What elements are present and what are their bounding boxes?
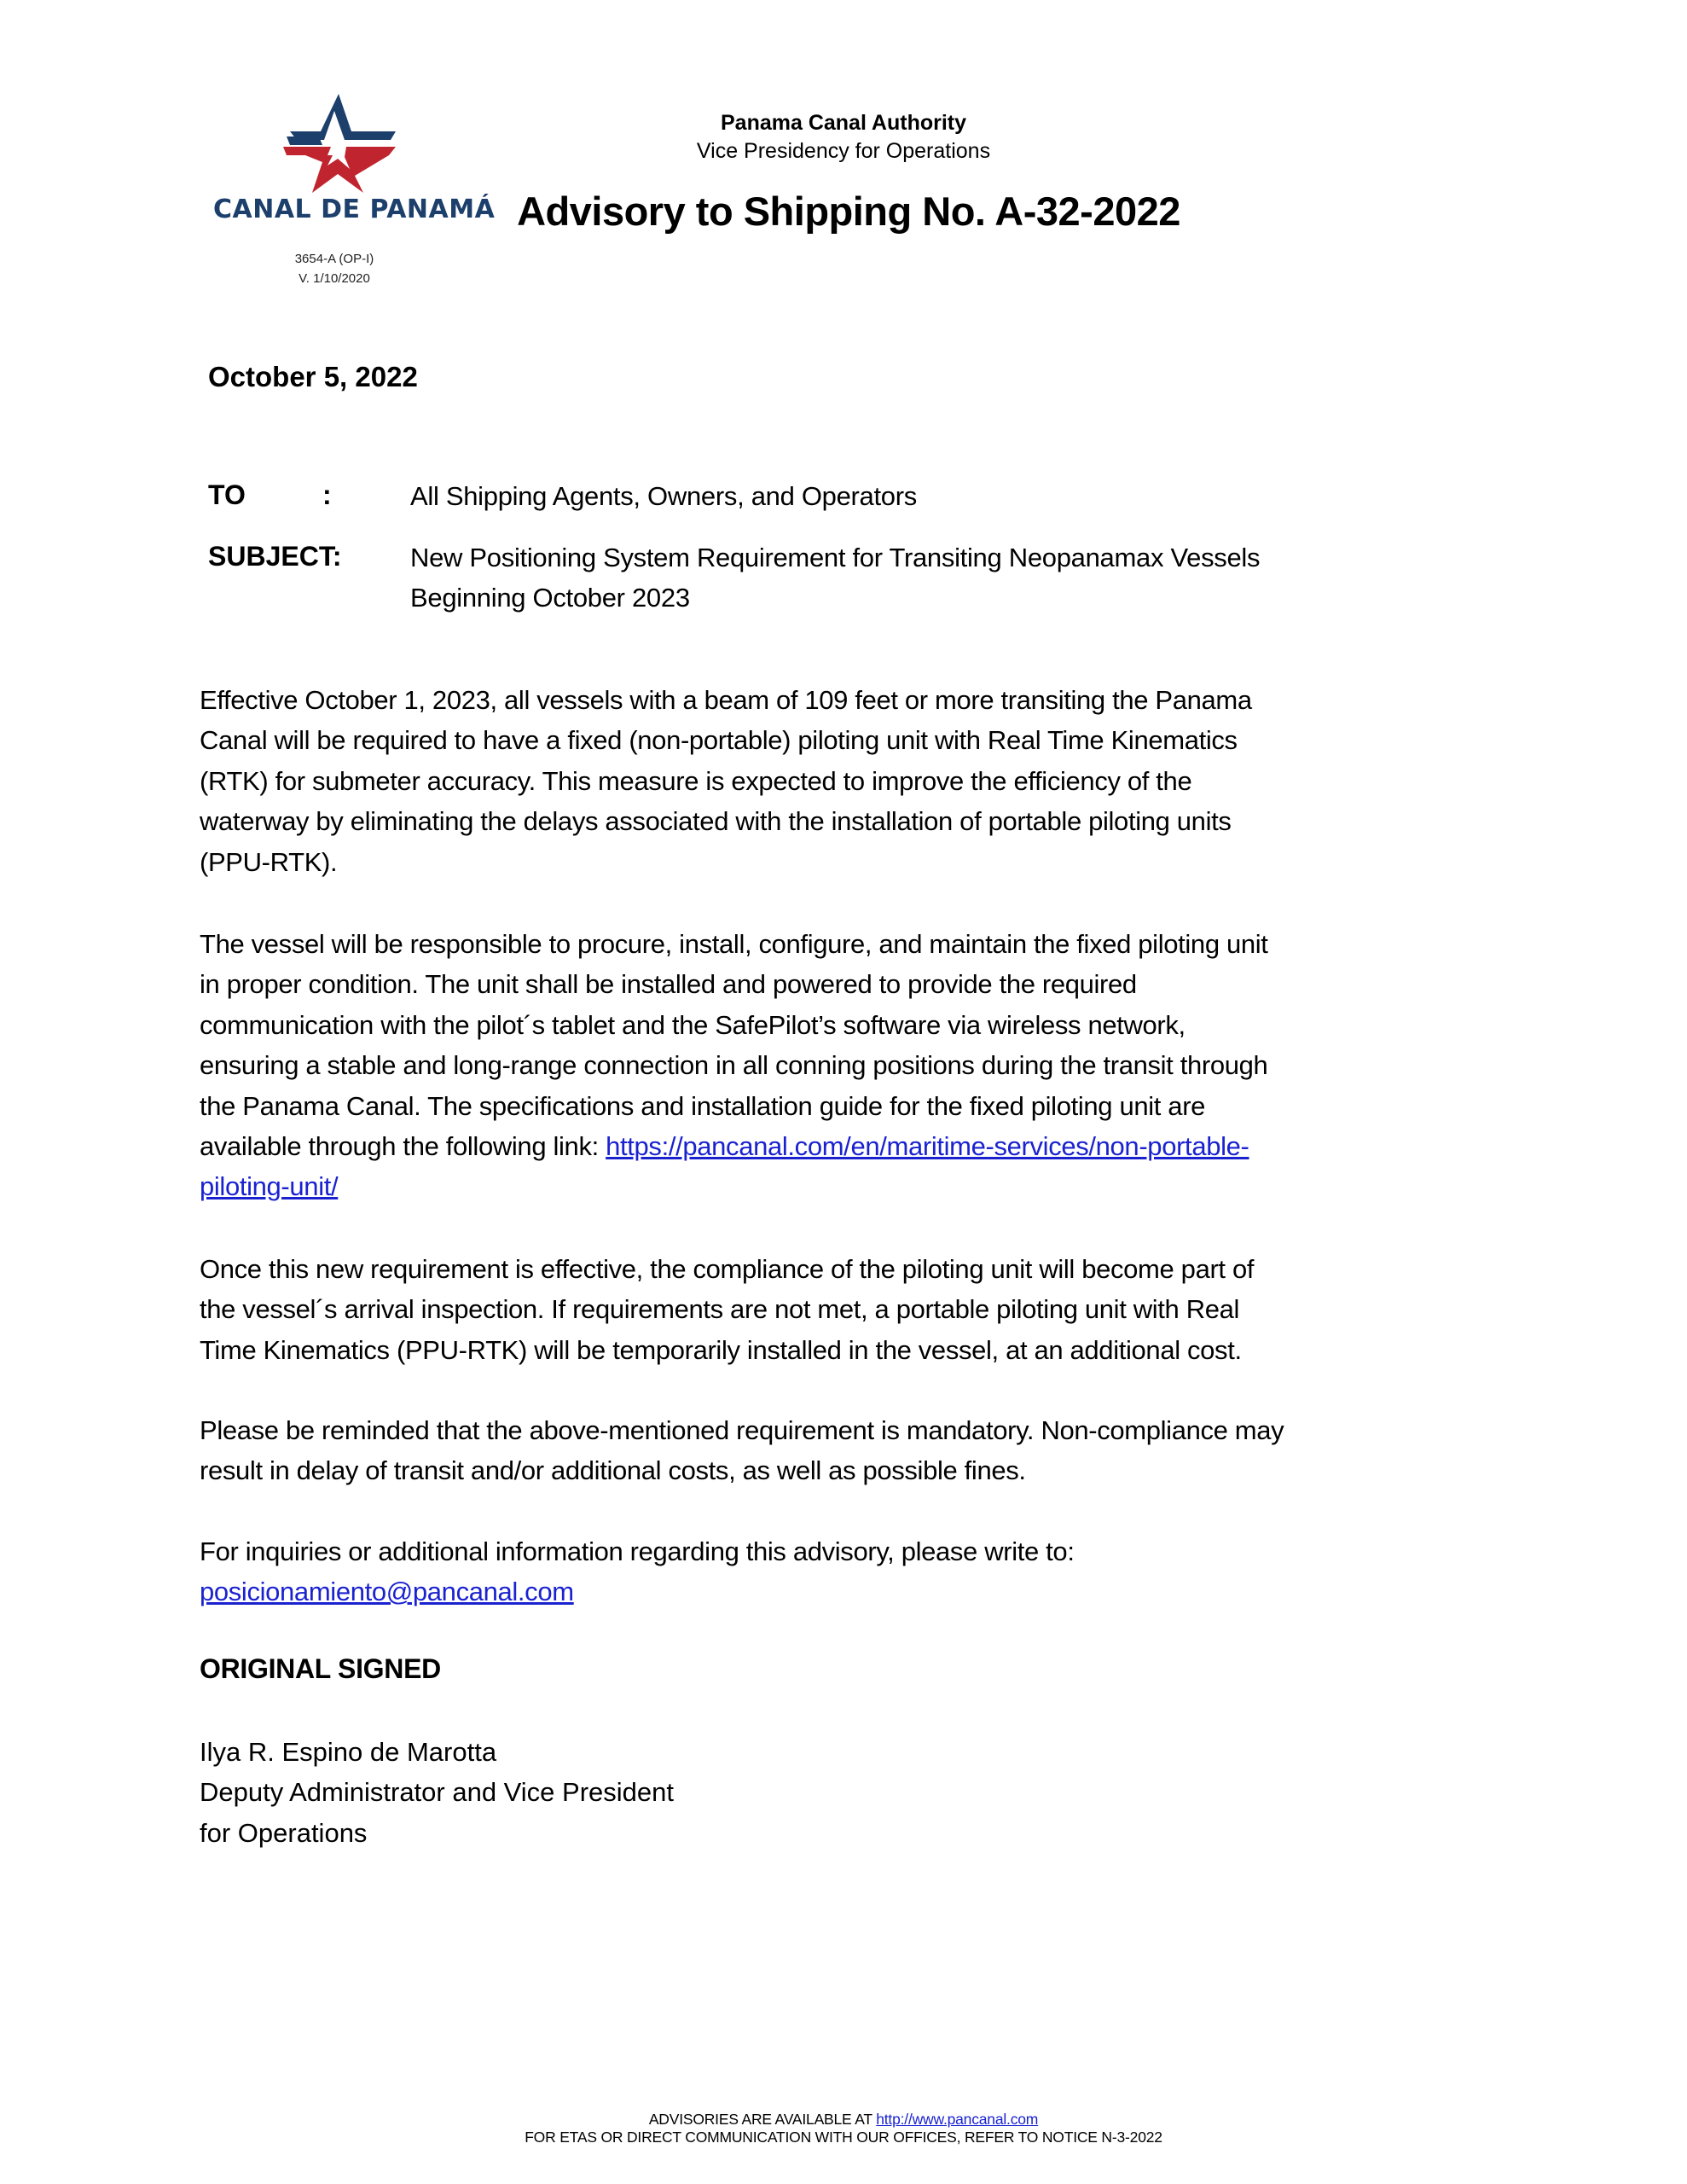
subject-label: SUBJECT:	[208, 541, 342, 572]
contact-email-link[interactable]: posicionamiento@pancanal.com	[200, 1577, 574, 1607]
paragraph-mandatory-reminder	[200, 1410, 1530, 1491]
signatory-title: Deputy Administrator and Vice President	[200, 1777, 675, 1808]
text-line	[200, 1571, 1530, 1612]
text-line: Once this new requirement is effective, the compliance of the piloting unit will become part of	[200, 1254, 1255, 1284]
text-line: Canal will be required to have a fixed (non-portable) piloting unit with Real Time Kinematics	[200, 725, 1238, 756]
paragraph-inquiries	[200, 1531, 1530, 1612]
paragraph-effective-date	[200, 680, 1530, 882]
text-line: in proper condition. The unit shall be installed and powered to provide the required	[200, 969, 1137, 1000]
subject-line: New Positioning System Requirement for Transiting Neopanamax Vessels	[410, 543, 1261, 572]
organization-header	[588, 109, 1099, 166]
text-line: the Panama Canal. The specifications and installation guide for the fixed piloting unit are	[200, 1090, 1206, 1121]
text-line: (PPU-RTK).	[200, 846, 338, 877]
footer-line-advisories	[417, 2111, 1270, 2129]
text-line: communication with the pilot´s tablet and the SafePilot’s software via wireless network,	[200, 1009, 1186, 1040]
pancanal-website-link[interactable]: http://www.pancanal.com	[876, 2111, 1039, 2128]
signatory-title-continued: for Operations	[200, 1817, 368, 1848]
specifications-link[interactable]: https://pancanal.com/en/maritime-services/non-portable-	[606, 1131, 1249, 1162]
text-line: (RTK) for submeter accuracy. This measure is expected to improve the efficiency of the	[200, 765, 1192, 796]
text-line: ensuring a stable and long-range connection in all conning positions during the transit through	[200, 1050, 1268, 1081]
text-line: result in delay of transit and/or additional costs, as well as possible fines.	[200, 1455, 1026, 1486]
text-line: waterway by eliminating the delays associated with the installation of portable piloting units	[200, 806, 1232, 837]
text-line	[200, 1126, 1530, 1166]
to-colon: :	[322, 479, 332, 510]
text-line: Please be reminded that the above-mentioned requirement is mandatory. Non-compliance may	[200, 1415, 1284, 1445]
paragraph-vessel-responsibility	[200, 924, 1530, 1207]
text-line	[200, 1166, 1530, 1206]
page-footer	[417, 2111, 1270, 2146]
text-line: For inquiries or additional information regarding this advisory, please write to:	[200, 1536, 1075, 1566]
subject-value	[410, 537, 1260, 618]
logo-wordmark: CANAL DE PANAMÁ	[213, 195, 496, 224]
document-date: October 5, 2022	[208, 361, 418, 392]
text-line: The vessel will be responsible to procure, install, configure, and maintain the fixed piloting unit	[200, 929, 1268, 959]
footer-line-notice: FOR ETAS OR DIRECT COMMUNICATION WITH OUR OFFICES, REFER TO NOTICE N-3-2022	[525, 2129, 1162, 2146]
text-line: Effective October 1, 2023, all vessels with a beam of 109 feet or more transiting the Panama	[200, 685, 1252, 715]
to-value: All Shipping Agents, Owners, and Operators	[410, 481, 917, 511]
form-number-code: 3654-A (OP-I)	[294, 252, 374, 266]
canal-de-panama-star-logo-icon	[281, 92, 396, 193]
subject-line: Beginning October 2023	[410, 583, 690, 613]
text-line: the vessel´s arrival inspection. If requirements are not met, a portable piloting unit with Real	[200, 1294, 1240, 1325]
organization-name: Panama Canal Authority	[720, 111, 967, 135]
specifications-link-continued[interactable]: piloting-unit/	[200, 1171, 339, 1202]
footer-prefix: ADVISORIES ARE AVAILABLE AT	[648, 2111, 877, 2128]
link-prefix: available through the following link:	[200, 1131, 606, 1162]
signature-block	[200, 1732, 674, 1853]
paragraph-compliance	[200, 1249, 1530, 1370]
text-line: Time Kinematics (PPU-RTK) will be temporarily installed in the vessel, at an additional cost.	[200, 1334, 1242, 1365]
signatory-name: Ilya R. Espino de Marotta	[200, 1737, 497, 1767]
form-version: V. 1/10/2020	[299, 271, 370, 286]
original-signed-label: ORIGINAL SIGNED	[200, 1653, 441, 1684]
department-name: Vice Presidency for Operations	[696, 139, 991, 163]
document-title: Advisory to Shipping No. A-32-2022	[517, 189, 1180, 234]
form-number	[266, 249, 403, 288]
to-label: TO	[208, 479, 246, 510]
